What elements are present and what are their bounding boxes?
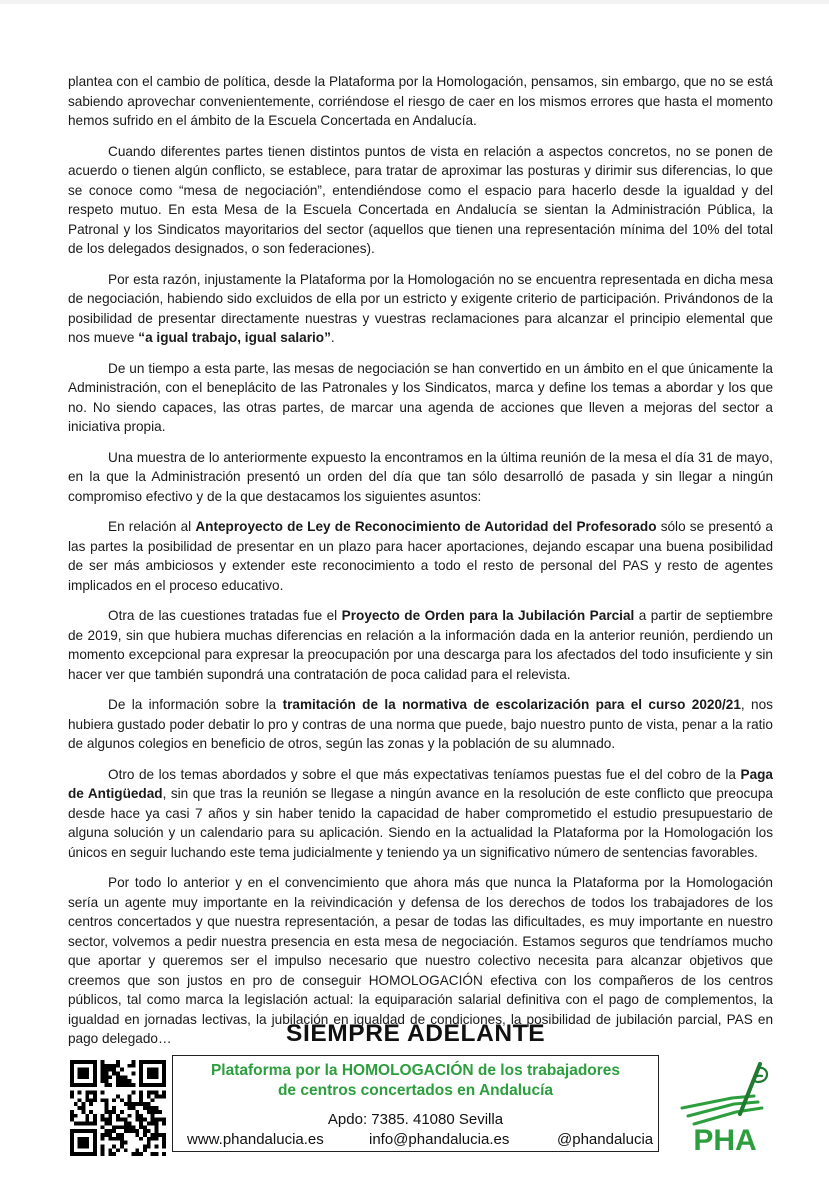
paragraph [68, 765, 773, 863]
text-run: Otro de los temas abordados y sobre el que más expectativas teníamos puestas fue el del cobro de la [108, 766, 741, 782]
organization-name-line2: de centros concertados en Andalucía [277, 1082, 554, 1099]
bold-phrase: Anteproyecto de Ley de Reconocimiento de Autoridad del Profesorado [195, 519, 657, 534]
paragraph [68, 142, 773, 259]
paragraph [68, 517, 773, 595]
text-run: , sin que tras la reunión se llegase a ningún avance en la resolución de este conflicto que preocupa desde hace ya casi 7 años y sin haber tenido la capacidad de haber comprometido el estudio presupuestario de alguna solución y un calendario para su aplicación. Siendo en la actualidad la Plataforma por la Homologación los únicos en seguir luchando este tema judicialmente y teniendo ya un significativo número de sentencias favorables. [68, 786, 773, 860]
paragraph [68, 72, 773, 131]
website-link[interactable]: www.phandalucia.es [187, 1131, 324, 1148]
postal-address: Apdo: 7385. 41080 Sevilla [327, 1111, 504, 1128]
text-run: plantea con el cambio de política, desde la Plataforma por la Homologación, pensamos, sin embargo, que no se está sabiendo aprovechar convenientemente, corriéndose el riesgo de caer en los mismos errores que hasta el momento hemos sufrido en el ámbito de la Escuela Concertada en Andalucía. [68, 74, 773, 128]
text-run: Por todo lo anterior y en el convencimiento que ahora más que nunca la Plataforma por la Homologación sería un agente muy importante en la reivindicación y defensa de los derechos de todos los trabajadores de los centros concertados y que nuestra representación, a pesar de todas las dificultades, es muy importante en nuestro sector, volvemos a pedir nuestra presencia en esta mesa de negociación. Estamos seguros que tendríamos mucho que aportar y queremos ser el impulso necesario que nuestro colectivo necesita para alcanzar objetivos que creemos que son justos en pro de conseguir HOMOLOGACIÓN efectiva con los compañeros de los centros públicos, tal como marca la legislación actual: la equiparación salarial definitiva con el pago de complementos, la igualdad en jornadas lectivas, la jubilación en igualdad de condiciones, la posibilidad de jubilación parcial, PAS en pago delegado… [68, 875, 773, 1046]
text-run: , nos hubiera gustado poder debatir lo pro y contras de una norma que puede, bajo nuestro punto de vista, penar a la ratio de algunos colegios en beneficio de otros, según las zonas y la población de su alumnado. [68, 697, 773, 751]
email-link[interactable]: info@phandalucia.es [369, 1131, 510, 1148]
document-body [68, 72, 773, 1060]
bold-phrase: “a igual trabajo, igual salario” [138, 330, 331, 345]
bold-phrase: tramitación de la normativa de escolarización para el curso 2020/21 [282, 697, 741, 712]
paragraph [68, 448, 773, 507]
bold-phrase: Proyecto de Orden para la Jubilación Parcial [341, 608, 635, 623]
pen-icon [682, 1064, 767, 1124]
text-run: Por esta razón, injustamente la Plataforma por la Homologación no se encuentra representada en dicha mesa de negociación, habiendo sido excluidos de ella por un estricto y exigente criterio de participación. Privándonos de la posibilidad de presentar directamente nuestras y vuestras reclamaciones para alcanzar el principio elemental que nos mueve [68, 271, 773, 345]
paragraph [68, 606, 773, 684]
text-run: De un tiempo a esta parte, las mesas de negociación se han convertido en un ámbito en el que únicamente la Administración, con el beneplácito de las Patronales y los Sindicatos, marca y define los temas a abordar y los que no. No siendo capaces, las otras partes, de marcar una agenda de acciones que lleven a mejoras del sector a iniciativa propia. [68, 360, 773, 434]
text-run: Otra de las cuestiones tratadas fue el [108, 608, 342, 623]
twitter-handle[interactable]: @phandalucia [557, 1131, 654, 1148]
paragraph [68, 695, 773, 754]
page-top-edge [0, 0, 829, 4]
organization-name-line1: Plataforma por la HOMOLOGACIÓN de los trabajadores [210, 1062, 621, 1079]
slogan: SIEMPRE ADELANTE [286, 1020, 546, 1047]
pha-logo [674, 1056, 776, 1156]
logo-text: PHA [693, 1124, 757, 1156]
text-run: sólo se presentó a las partes la posibilidad de presentar en un plazo para hacer aportaciones, dejando escapar una buena posibilidad de ser más ambiciosos y extender este reconocimiento a todo el resto de personal del PAS y resto de agentes implicados en el proceso educativo. [68, 519, 773, 593]
contact-box [172, 1055, 659, 1152]
text-run: a partir de septiembre de 2019, sin que hubiera muchas diferencias en relación a la información dada en la anterior reunión, perdiendo un momento excepcional para expresar la preocupación por una descarga para los afectados del todo insuficiente y sin hacer ver que también supondrá una contratación de poca calidad para el relevista. [68, 608, 773, 682]
bold-phrase: Paga de Antigüedad [68, 766, 773, 801]
text-run: De la información sobre la [108, 697, 283, 712]
text-run: Una muestra de lo anteriormente expuesto la encontramos en la última reunión de la mesa el día 31 de mayo, en la que la Administración presentó un orden del día que tan sólo desarrolló de pasada y sin llegar a ningún compromiso efectivo y de la que destacamos los siguientes asuntos: [68, 449, 773, 504]
text-run: Cuando diferentes partes tienen distintos puntos de vista en relación a aspectos concretos, no se ponen de acuerdo o tienen algún conflicto, se establece, para tratar de aproximar las posturas y dirimir sus diferencias, lo que se conoce como “mesa de negociación”, entendiéndose como el espacio para hacerlo desde la igualdad y del respeto mutuo. En esta Mesa de la Escuela Concertada en Andalucía se sientan la Administración Pública, la Patronal y los Sindicatos mayoritarios del sector (aquellos que tienen una representación mínima del 10% del total de los delegados designados, o son federaciones). [68, 143, 773, 256]
qr-code [70, 1060, 166, 1156]
text-run: . [330, 330, 335, 345]
text-run: En relación al [108, 519, 196, 534]
paragraph [68, 270, 773, 348]
paragraph [68, 359, 773, 437]
